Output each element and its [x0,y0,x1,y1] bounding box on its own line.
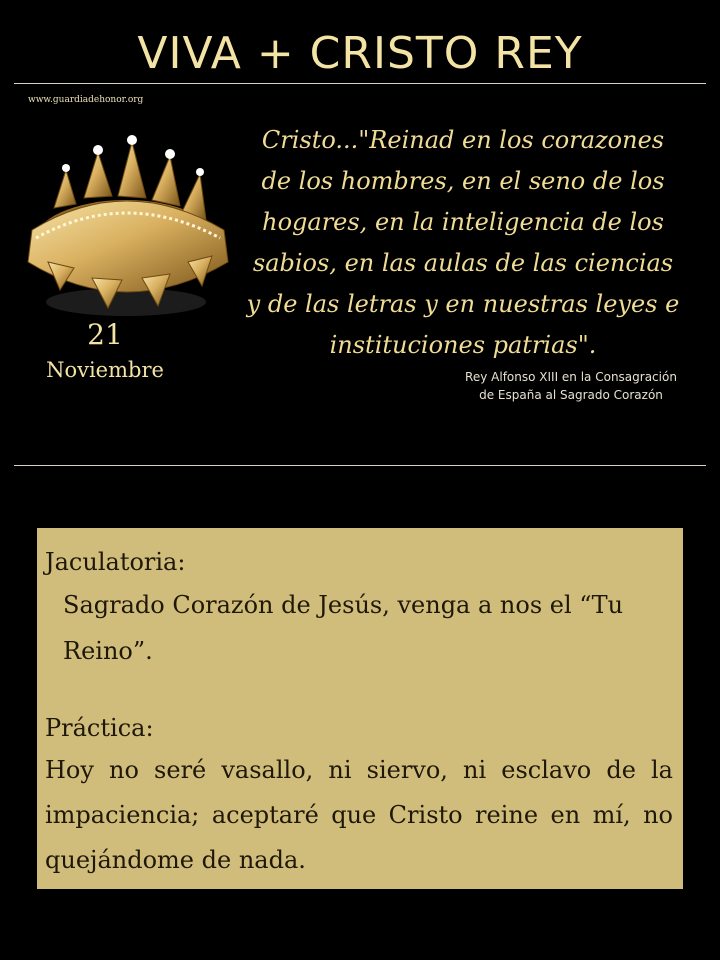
jaculatoria-label: Jaculatoria: [45,548,186,576]
top-divider [14,83,706,84]
middle-divider [14,465,706,466]
prayer-card [37,528,683,889]
date-day: 21 [87,318,123,351]
card-spacer [45,674,673,708]
attribution-line-1: Rey Alfonso XIII en la Consagración [465,370,677,384]
practica-label: Práctica: [45,714,154,742]
practica-text: Hoy no seré vasallo, ni siervo, ni esclavo de la impaciencia; aceptaré que Cristo reine en mí, no quejándome de nada. [45,756,673,874]
date-month: Noviembre [46,358,164,382]
crown-ring-icon [14,112,242,324]
attribution-line-2: de España al Sagrado Corazón [479,388,663,402]
quote-text: Cristo..."Reinad en los corazones de los hombres, en el seno de los hogares, en la inteligencia de los sabios, en las aulas de las ciencias y de las letras y en nuestras leyes e instituciones patrias". [246,126,680,359]
website-url: www.guardiadehonor.org [28,95,144,105]
jaculatoria-text: Sagrado Corazón de Jesús, venga a nos el “Tu Reino”. [63,591,624,665]
quote-attribution [440,368,702,404]
page-title: VIVA + CRISTO REY [137,28,583,79]
